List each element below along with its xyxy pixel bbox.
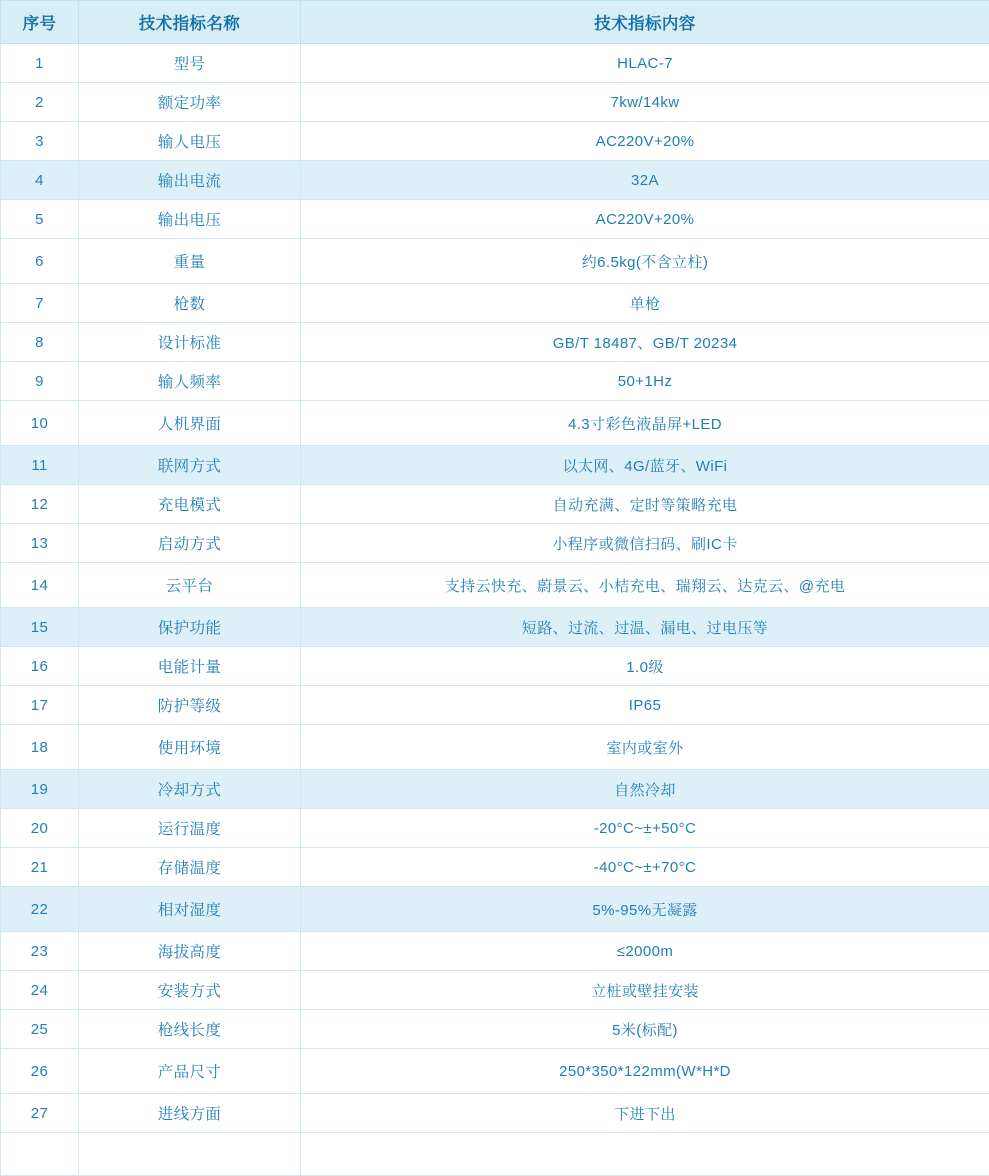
table-row — [1, 809, 989, 848]
cell-spec-name: 枪线长度 — [79, 1010, 301, 1049]
table-row — [1, 971, 989, 1010]
cell-spec-value: AC220V+20% — [301, 122, 989, 161]
cell-spec-value: 250*350*122mm(W*H*D — [301, 1049, 989, 1094]
cell-spec-value: 支持云快充、蔚景云、小桔充电、瑞翔云、达克云、@充电 — [301, 563, 989, 608]
table-row — [1, 122, 989, 161]
cell-index: 14 — [1, 563, 79, 608]
table-row — [1, 887, 989, 932]
cell-spec-name: 相对湿度 — [79, 887, 301, 932]
cell-index: 20 — [1, 809, 79, 848]
cell-index: 3 — [1, 122, 79, 161]
table-row — [1, 932, 989, 971]
cell-index: 5 — [1, 200, 79, 239]
column-header-value: 技术指标内容 — [301, 1, 989, 44]
table-row — [1, 1133, 989, 1176]
cell-spec-value: 5%-95%无凝露 — [301, 887, 989, 932]
table-header — [1, 1, 989, 44]
table-row — [1, 563, 989, 608]
cell-spec-name: 电能计量 — [79, 647, 301, 686]
cell-spec-name: 输人频率 — [79, 362, 301, 401]
cell-spec-name: 运行温度 — [79, 809, 301, 848]
cell-index: 1 — [1, 44, 79, 83]
cell-index: 12 — [1, 485, 79, 524]
cell-spec-value: -20°C~±+50°C — [301, 809, 989, 848]
table-row — [1, 1094, 989, 1133]
cell-index — [1, 1133, 79, 1176]
cell-index: 10 — [1, 401, 79, 446]
cell-spec-value: 50+1Hz — [301, 362, 989, 401]
cell-spec-name: 产品尺寸 — [79, 1049, 301, 1094]
cell-spec-value: ≤2000m — [301, 932, 989, 971]
cell-spec-name: 云平台 — [79, 563, 301, 608]
cell-index: 13 — [1, 524, 79, 563]
cell-spec-value: 短路、过流、过温、漏电、过电压等 — [301, 608, 989, 647]
cell-spec-name: 人机界面 — [79, 401, 301, 446]
cell-index: 8 — [1, 323, 79, 362]
cell-spec-value: 以太网、4G/蓝牙、WiFi — [301, 446, 989, 485]
cell-spec-name: 型号 — [79, 44, 301, 83]
cell-index: 26 — [1, 1049, 79, 1094]
cell-index: 24 — [1, 971, 79, 1010]
cell-spec-name: 充电模式 — [79, 485, 301, 524]
cell-spec-name: 枪数 — [79, 284, 301, 323]
cell-index: 4 — [1, 161, 79, 200]
cell-spec-name: 重量 — [79, 239, 301, 284]
cell-spec-value: 室内或室外 — [301, 725, 989, 770]
table-row — [1, 284, 989, 323]
cell-spec-value: 5米(标配) — [301, 1010, 989, 1049]
table-row — [1, 686, 989, 725]
cell-spec-value: 7kw/14kw — [301, 83, 989, 122]
table-row — [1, 524, 989, 563]
cell-index: 18 — [1, 725, 79, 770]
cell-spec-value: 1.0级 — [301, 647, 989, 686]
table-row — [1, 446, 989, 485]
table-row — [1, 848, 989, 887]
cell-spec-name: 启动方式 — [79, 524, 301, 563]
table-header-row — [1, 1, 989, 44]
cell-spec-value: HLAC-7 — [301, 44, 989, 83]
cell-spec-name: 输出电压 — [79, 200, 301, 239]
cell-spec-value — [301, 1133, 989, 1176]
table-row — [1, 1049, 989, 1094]
table-row — [1, 725, 989, 770]
cell-spec-name: 联网方式 — [79, 446, 301, 485]
cell-spec-value: 立桩或壁挂安装 — [301, 971, 989, 1010]
cell-spec-name: 使用环境 — [79, 725, 301, 770]
cell-index: 6 — [1, 239, 79, 284]
cell-spec-value: 小程序或微信扫码、刷IC卡 — [301, 524, 989, 563]
cell-spec-name: 安装方式 — [79, 971, 301, 1010]
table-row — [1, 362, 989, 401]
cell-index: 9 — [1, 362, 79, 401]
cell-index: 22 — [1, 887, 79, 932]
cell-index: 11 — [1, 446, 79, 485]
cell-spec-name: 防护等级 — [79, 686, 301, 725]
table-row — [1, 161, 989, 200]
cell-spec-name: 存储温度 — [79, 848, 301, 887]
table-body — [1, 44, 989, 1176]
cell-spec-name: 设计标准 — [79, 323, 301, 362]
table-row — [1, 485, 989, 524]
cell-index: 23 — [1, 932, 79, 971]
table-row — [1, 647, 989, 686]
cell-index: 7 — [1, 284, 79, 323]
cell-index: 17 — [1, 686, 79, 725]
cell-spec-value: 约6.5kg(不含立柱) — [301, 239, 989, 284]
cell-spec-value: 自然冷却 — [301, 770, 989, 809]
table-row — [1, 401, 989, 446]
cell-spec-value: AC220V+20% — [301, 200, 989, 239]
cell-spec-name: 额定功率 — [79, 83, 301, 122]
cell-spec-name: 进线方面 — [79, 1094, 301, 1133]
cell-spec-name: 输人电压 — [79, 122, 301, 161]
cell-index: 2 — [1, 83, 79, 122]
table-row — [1, 83, 989, 122]
cell-index: 25 — [1, 1010, 79, 1049]
cell-spec-value: -40°C~±+70°C — [301, 848, 989, 887]
cell-index: 21 — [1, 848, 79, 887]
cell-spec-value: IP65 — [301, 686, 989, 725]
column-header-name: 技术指标名称 — [79, 1, 301, 44]
cell-spec-name: 冷却方式 — [79, 770, 301, 809]
table-row — [1, 44, 989, 83]
cell-spec-name: 海拔高度 — [79, 932, 301, 971]
cell-spec-value: 自动充满、定时等策略充电 — [301, 485, 989, 524]
cell-spec-value: 32A — [301, 161, 989, 200]
cell-index: 15 — [1, 608, 79, 647]
table-row — [1, 200, 989, 239]
cell-index: 19 — [1, 770, 79, 809]
table-row — [1, 239, 989, 284]
cell-spec-value: 下进下出 — [301, 1094, 989, 1133]
table-row — [1, 323, 989, 362]
cell-spec-name: 输出电流 — [79, 161, 301, 200]
cell-index: 27 — [1, 1094, 79, 1133]
cell-spec-name: 保护功能 — [79, 608, 301, 647]
table-row — [1, 1010, 989, 1049]
cell-spec-value: GB/T 18487、GB/T 20234 — [301, 323, 989, 362]
cell-spec-name — [79, 1133, 301, 1176]
cell-spec-value: 4.3寸彩色液晶屏+LED — [301, 401, 989, 446]
table-row — [1, 770, 989, 809]
table-row — [1, 608, 989, 647]
column-header-index: 序号 — [1, 1, 79, 44]
cell-spec-value: 单枪 — [301, 284, 989, 323]
cell-index: 16 — [1, 647, 79, 686]
